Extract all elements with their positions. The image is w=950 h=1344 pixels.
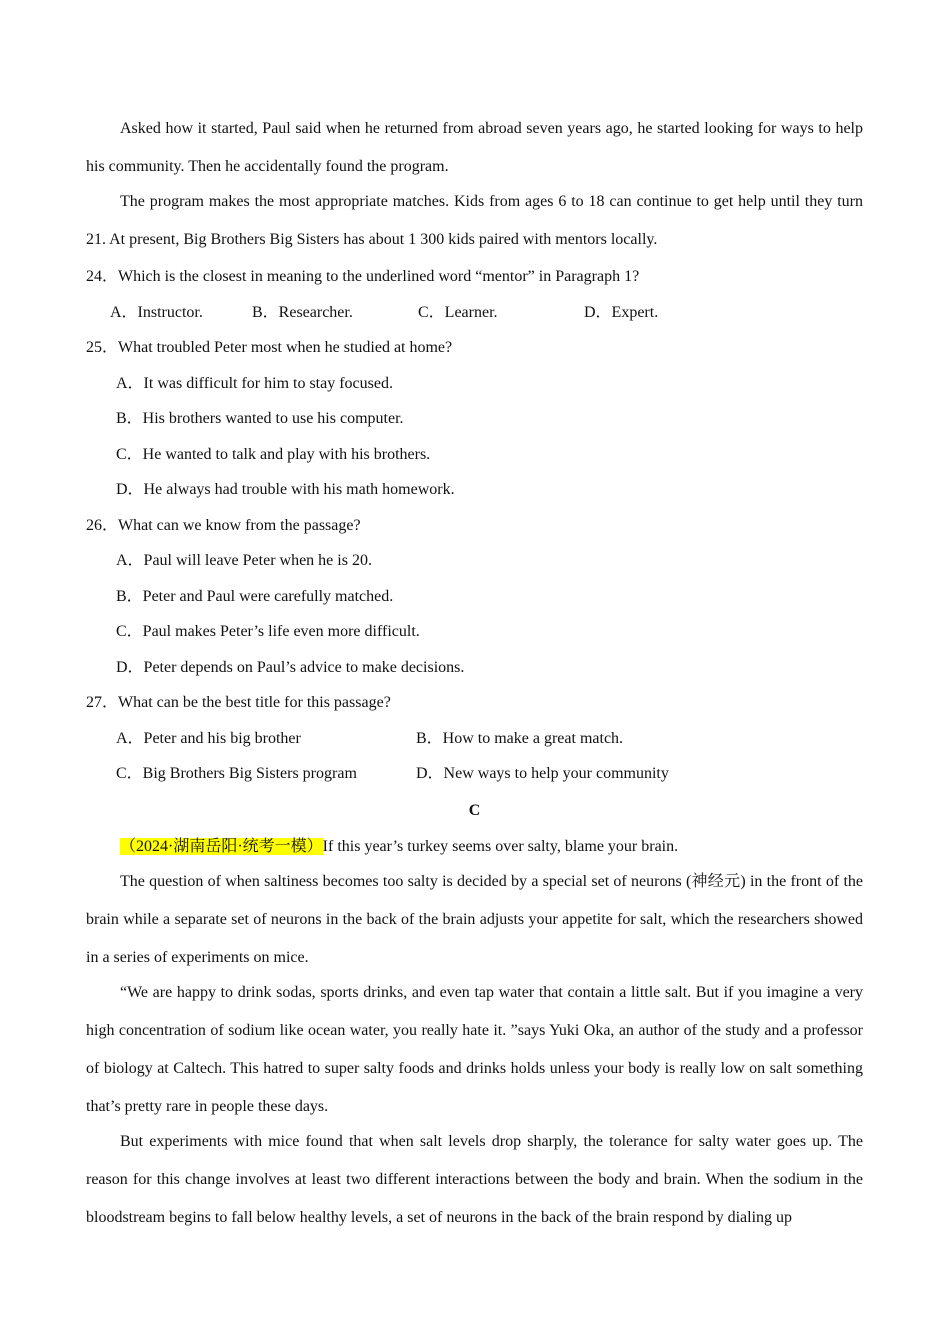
options-row [86,721,863,757]
question-25 [86,330,863,508]
options-row [86,756,863,792]
question-24 [86,259,863,330]
option-a[interactable]: A．Paul will leave Peter when he is 20. [116,552,372,569]
section-c-paragraph-3: But experiments with mice found that when salt levels drop sharply, the tolerance for salty water goes up. The reason for this change involves at least two different interactions between the body and brain. When the sodium in the bloodstream begins to fall below healthy levels, a set of neurons in the back of the brain respond by dialing up [86,1132,863,1226]
question-26 [86,508,863,686]
option-d[interactable]: D．New ways to help your community [416,765,669,782]
option-b[interactable]: B．His brothers wanted to use his computer. [116,410,404,427]
section-c-paragraph-2: “We are happy to drink sodas, sports drinks, and even tap water that contain a little salt. But if you imagine a very high concentration of sodium like ocean water, you really hate it. ”says Yuki Oka, an author of the study and a professor of biology at Caltech. This hatred to super salty foods and drinks holds unless your body is really low on salt something that’s pretty rare in people these days. [86,983,863,1115]
section-c-intro [86,828,863,866]
option-c[interactable]: C．Big Brothers Big Sisters program [116,765,357,782]
question-27 [86,685,863,792]
section-c-paragraph-1: The question of when saltiness becomes too salty is decided by a special set of neurons (神经元) in the front of the brain while a separate set of neurons in the back of the brain adjusts your appetite for salt, which the researchers showed in a series of experiments on mice. [86,872,863,966]
option-a[interactable]: A．It was difficult for him to stay focused. [116,374,393,392]
source-tag: （2024·湖南岳阳·统考一模） [120,837,323,855]
passage-b-paragraph-1: Asked how it started, Paul said when he returned from abroad seven years ago, he started looking for ways to help his community. Then he accidentally found the program. [86,120,863,175]
option-b[interactable]: B．How to make a great match. [416,729,624,747]
option-d[interactable]: D．Expert. [584,303,659,321]
document-page [86,110,863,1237]
option-b[interactable]: B．Researcher. [252,303,353,321]
question-stem: 24．Which is the closest in meaning to the underlined word “mentor” in Paragraph 1? [86,268,640,285]
option-c[interactable]: C．Paul makes Peter’s life even more difficult. [116,623,420,640]
first-sentence: If this year’s turkey seems over salty, blame your brain. [322,837,679,855]
option-d[interactable]: D．Peter depends on Paul’s advice to make decisions. [116,658,465,676]
question-stem: 27．What can be the best title for this passage? [86,694,391,711]
question-stem: 26．What can we know from the passage? [86,516,361,534]
option-c[interactable]: C．He wanted to talk and play with his brothers. [116,445,431,463]
options-row [86,295,863,331]
section-c-title: C [468,801,481,819]
option-c[interactable]: C．Learner. [418,303,498,321]
option-a[interactable]: A．Peter and his big brother [116,729,301,747]
option-d[interactable]: D．He always had trouble with his math homework. [116,481,455,498]
passage-b-paragraph-2: The program makes the most appropriate matches. Kids from ages 6 to 18 can continue to get help until they turn 21. At present, Big Brothers Big Sisters has about 1 300 kids paired with mentors locally. [86,193,863,248]
option-b[interactable]: B．Peter and Paul were carefully matched. [116,587,394,605]
option-a[interactable]: A．Instructor. [110,303,203,321]
question-stem: 25．What troubled Peter most when he studied at home? [86,339,453,356]
